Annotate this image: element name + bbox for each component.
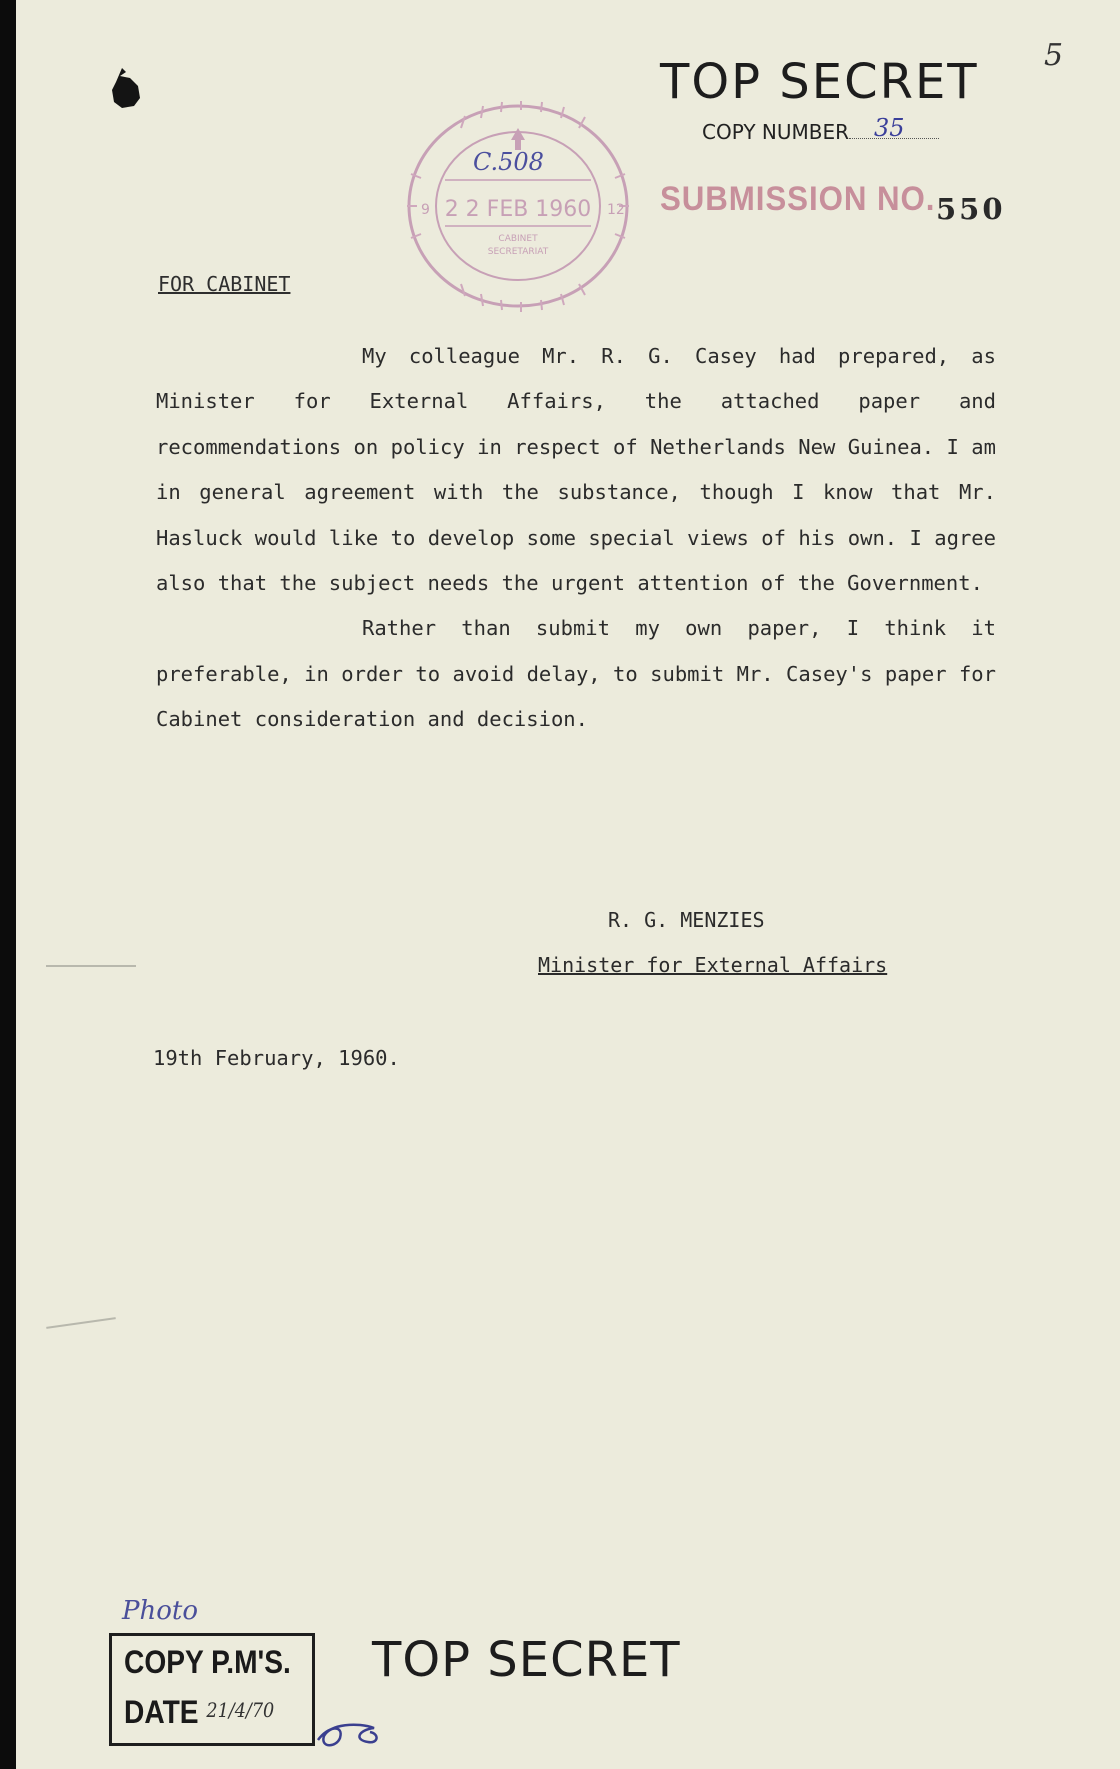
copy-number-value: 35 — [874, 114, 905, 142]
paper-edge-mark — [46, 1317, 116, 1329]
document-page — [16, 0, 1120, 1769]
document-heading: FOR CABINET — [158, 272, 291, 296]
copy-stamp-line-1: COPY P.M'S. — [124, 1644, 291, 1680]
stamp-line-2: SECRETARIAT — [487, 247, 549, 257]
svg-text:12: 12 — [607, 202, 625, 218]
paragraph-1: My colleague Mr. R. G. Casey had prepared, as Minister for External Affairs, the attached paper and recommendations on policy in respect of Netherlands New Guinea. I am in general agreement with the substance, though I know that Mr. Hasluck would like to develop some special views of his own. I agree also that the subject needs the urgent attention of the Government. — [156, 344, 996, 596]
stamp-reference: C.508 — [473, 148, 544, 176]
stamp-date: 2 2 FEB 1960 — [444, 197, 592, 222]
submission-number: 550 — [936, 192, 1006, 226]
copy-number-label-text: COPY NUMBER — [702, 120, 850, 144]
paper-edge-mark — [46, 965, 136, 967]
stamp-line-1: CABINET — [498, 234, 538, 244]
initials-scribble — [314, 1718, 386, 1752]
copy-stamp-date-label: DATE — [124, 1694, 199, 1730]
classification-top: TOP SECRET — [660, 54, 979, 110]
document-date: 19th February, 1960. — [153, 1046, 400, 1070]
paragraph-2: Rather than submit my own paper, I think it preferable, in order to avoid delay, to submit Mr. Casey's paper for Cabinet consideration and decision. — [156, 616, 996, 732]
signatory-name: R. G. MENZIES — [608, 908, 765, 932]
folio-number: 5 — [1044, 38, 1064, 73]
signatory-title: Minister for External Affairs — [538, 953, 888, 977]
svg-text:9: 9 — [421, 202, 430, 218]
document-body — [156, 334, 996, 743]
classification-bottom: TOP SECRET — [372, 1632, 681, 1688]
submission-label: SUBMISSION NO. — [660, 180, 936, 218]
copy-stamp-line-2 — [124, 1694, 274, 1731]
cabinet-secretariat-stamp — [401, 98, 639, 316]
copy-stamp-date-value: 21/4/70 — [206, 1698, 275, 1722]
ink-smudge — [108, 66, 142, 110]
handwritten-note: Photo — [122, 1596, 198, 1626]
